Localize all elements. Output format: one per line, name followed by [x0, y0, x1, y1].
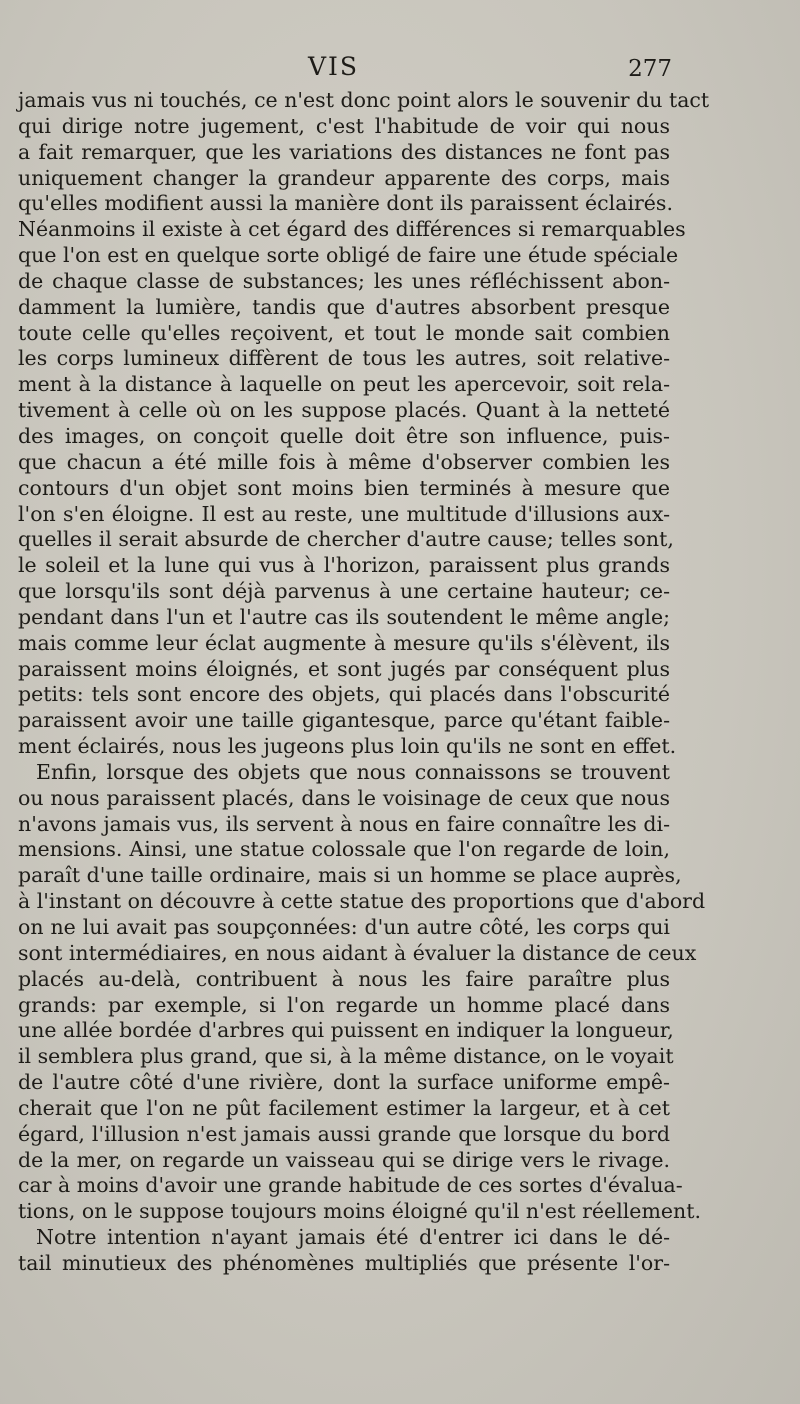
text-line: sont intermédiaires, en nous aidant à évaluer la distance de ceux — [18, 940, 697, 965]
running-head: VIS — [308, 52, 360, 81]
text-line: ment éclairés, nous les jugeons plus loin qu'ils ne sont en effet. — [18, 734, 677, 759]
text-line: a fait remarquer, que les variations des distances ne font pas — [18, 139, 670, 164]
text-line: paraît d'une taille ordinaire, mais si un homme se place auprès, — [18, 863, 682, 888]
text-line: des images, on conçoit quelle doit être son influence, puis- — [18, 423, 670, 448]
page-body — [18, 88, 710, 1277]
text-line: égard, l'illusion n'est jamais aussi grande que lorsque du bord — [18, 1121, 670, 1146]
text-line: jamais vus ni touchés, ce n'est donc point alors le souvenir du tact — [18, 88, 710, 112]
text-line: l'on s'en éloigne. Il est au reste, une multitude d'illusions aux- — [18, 501, 670, 526]
page-header — [18, 52, 672, 88]
paragraph — [18, 759, 706, 1225]
text-line: de chaque classe de substances; les unes réfléchissent abon- — [18, 268, 670, 293]
text-line: mais comme leur éclat augmente à mesure qu'ils s'élèvent, ils — [18, 630, 670, 655]
text-line: tivement à celle où on les suppose placés. Quant à la netteté — [18, 398, 670, 423]
text-line: Notre intention n'ayant jamais été d'entrer ici dans le dé- — [36, 1225, 670, 1250]
text-line: ment à la distance à laquelle on peut les apercevoir, soit rela- — [18, 372, 670, 397]
text-line: damment la lumière, tandis que d'autres absorbent presque — [18, 294, 670, 319]
text-line: placés au-delà, contribuent à nous les faire paraître plus — [18, 966, 670, 991]
text-line: qui dirige notre jugement, c'est l'habitude de voir qui nous — [18, 113, 670, 138]
text-line: paraissent avoir une taille gigantesque, parce qu'étant faible- — [18, 708, 670, 733]
text-line: que lorsqu'ils sont déjà parvenus à une certaine hauteur; ce- — [18, 579, 670, 604]
text-line: les corps lumineux diffèrent de tous les autres, soit relative- — [18, 346, 670, 371]
text-line: qu'elles modifient aussi la manière dont ils paraissent éclairés. — [18, 191, 673, 216]
text-line: que l'on est en quelque sorte obligé de faire une étude spéciale — [18, 243, 679, 268]
text-line: quelles il serait absurde de chercher d'autre cause; telles sont, — [18, 527, 674, 552]
text-line: Enfin, lorsque des objets que nous connaissons se trouvent — [36, 759, 670, 784]
text-line: petits: tels sont encore des objets, qui placés dans l'obscurité — [18, 682, 670, 707]
text-line: à l'instant on découvre à cette statue des proportions que d'abord — [18, 889, 706, 914]
text-line: de l'autre côté d'une rivière, dont la surface uniforme empê- — [18, 1070, 670, 1095]
text-line: que chacun a été mille fois à même d'observer combien les — [18, 449, 670, 474]
paragraph — [18, 88, 710, 760]
text-line: paraissent moins éloignés, et sont jugés par conséquent plus — [18, 656, 670, 681]
text-line: il semblera plus grand, que si, à la même distance, on le voyait — [18, 1044, 674, 1069]
text-line: mensions. Ainsi, une statue colossale que l'on regarde de loin, — [18, 837, 670, 862]
text-line: cherait que l'on ne pût facilement estimer la largeur, et à cet — [18, 1095, 670, 1120]
text-line: contours d'un objet sont moins bien terminés à mesure que — [18, 475, 670, 500]
text-line: tail minutieux des phénomènes multipliés que présente l'or- — [18, 1250, 670, 1275]
text-line: car à moins d'avoir une grande habitude de ces sortes d'évalua- — [18, 1173, 683, 1198]
text-line: n'avons jamais vus, ils servent à nous en faire connaître les di- — [18, 811, 670, 836]
text-line: le soleil et la lune qui vus à l'horizon, paraissent plus grands — [18, 553, 670, 578]
text-line: de la mer, on regarde un vaisseau qui se dirige vers le rivage. — [18, 1147, 670, 1172]
text-line: toute celle qu'elles reçoivent, et tout le monde sait combien — [18, 320, 670, 345]
text-line: grands: par exemple, si l'on regarde un homme placé dans — [18, 992, 670, 1017]
text-line: tions, on le suppose toujours moins éloigné qu'il n'est réellement. — [18, 1199, 701, 1224]
text-line: Néanmoins il existe à cet égard des différences si remarquables — [18, 217, 686, 242]
text-line: une allée bordée d'arbres qui puissent en indiquer la longueur, — [18, 1018, 674, 1043]
text-line: on ne lui avait pas soupçonnées: d'un autre côté, les corps qui — [18, 915, 670, 939]
text-line: uniquement changer la grandeur apparente des corps, mais — [18, 165, 670, 190]
text-line: pendant dans l'un et l'autre cas ils soutendent le même angle; — [18, 604, 670, 629]
paragraph — [18, 1225, 670, 1277]
text-line: ou nous paraissent placés, dans le voisinage de ceux que nous — [18, 785, 670, 810]
page-number: 277 — [628, 56, 672, 82]
